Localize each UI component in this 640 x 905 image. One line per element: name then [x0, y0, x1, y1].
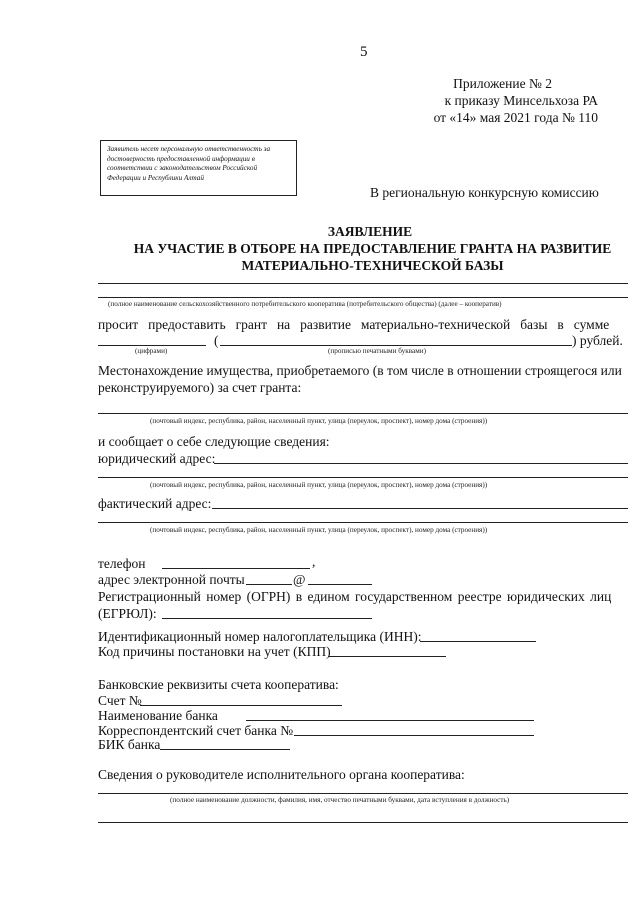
kpp-label: Код причины постановки на учет (КПП): [98, 644, 331, 659]
actual-address-field[interactable]: [212, 508, 628, 509]
bank-corr-field[interactable]: [294, 735, 534, 736]
legal-address-field[interactable]: [214, 463, 628, 464]
legal-address-field-2[interactable]: [98, 477, 628, 478]
director-field-2[interactable]: [98, 822, 628, 823]
location-line-2: реконструируемого) за счет гранта:: [98, 380, 302, 395]
bank-account-label: Счет №: [98, 693, 142, 708]
ogrn-line-1: Регистрационный номер (ОГРН) в едином государственном реестре юридических лиц: [98, 589, 612, 604]
bank-name-field[interactable]: [246, 720, 534, 721]
email-domain-field[interactable]: [308, 584, 372, 585]
email-at: @: [293, 572, 306, 587]
inn-label: Идентификационный номер налогоплательщика (ИНН):: [98, 629, 422, 644]
phone-field[interactable]: [162, 568, 310, 569]
bank-name-label: Наименование банка: [98, 708, 218, 723]
liability-notice-box: Заявитель несет персональную ответственность за достоверность предоставленной информации в соответствии с законодательством Российской Федерации и Республики Алтай: [100, 140, 297, 196]
legal-address-label: юридический адрес:: [98, 451, 216, 466]
caption-digits: (цифрами): [135, 347, 168, 355]
actual-address-label: фактический адрес:: [98, 496, 212, 511]
legal-address-caption: (почтовый индекс, республика, район, населенный пункт, улица (переулок, проспект), номер дома (строения)): [150, 481, 488, 489]
email-user-field[interactable]: [246, 584, 292, 585]
phone-comma: ,: [312, 554, 316, 569]
director-caption: (полное наименование должности, фамилия, имя, отчество печатными буквами, дата вступления в должность): [170, 796, 510, 804]
phone-label: телефон: [98, 556, 146, 571]
property-address-field[interactable]: [98, 413, 628, 414]
coop-name-line-1[interactable]: [98, 283, 628, 284]
coop-name-caption: (полное наименование сельскохозяйственного потребительского кооператива (потребительского общества) (далее – кооператив): [108, 300, 502, 308]
appendix-line-2: к приказу Минсельхоза РА: [444, 93, 598, 108]
coop-name-line-2[interactable]: [98, 297, 628, 298]
grant-request-text: просит предоставить грант на развитие материально-технической базы в сумме: [98, 317, 610, 332]
title-line-3: МАТЕРИАЛЬНО-ТЕХНИЧЕСКОЙ БАЗЫ: [241, 258, 504, 273]
director-label: Сведения о руководителе исполнительного органа кооператива:: [98, 767, 465, 782]
grant-open-paren: (: [214, 333, 219, 348]
ogrn-line-2: (ЕГРЮЛ):: [98, 606, 157, 621]
title-line-2: НА УЧАСТИЕ В ОТБОРЕ НА ПРЕДОСТАВЛЕНИЕ ГРАНТА НА РАЗВИТИЕ: [133, 241, 612, 256]
title-line-1: ЗАЯВЛЕНИЕ: [327, 224, 413, 239]
actual-address-caption: (почтовый индекс, республика, район, населенный пункт, улица (переулок, проспект), номер дома (строения)): [150, 526, 488, 534]
addressee: В региональную конкурсную комиссию: [370, 185, 599, 200]
email-label: адрес электронной почты: [98, 572, 245, 587]
grant-close-text: ) рублей.: [572, 333, 623, 348]
info-intro: и сообщает о себе следующие сведения:: [98, 434, 330, 449]
appendix-line-1: Приложение № 2: [453, 76, 552, 91]
bank-corr-label: Корреспондентский счет банка №: [98, 723, 294, 738]
page-number: 5: [360, 44, 368, 60]
bank-bik-label: БИК банка: [98, 737, 161, 752]
actual-address-field-2[interactable]: [98, 522, 628, 523]
grant-sum-words-field[interactable]: [220, 345, 572, 346]
grant-sum-digits-field[interactable]: [98, 345, 206, 346]
caption-words: (прописью печатными буквами): [328, 347, 426, 355]
inn-field[interactable]: [420, 641, 536, 642]
kpp-field[interactable]: [328, 656, 446, 657]
ogrn-field[interactable]: [162, 618, 372, 619]
bank-bik-field[interactable]: [160, 749, 290, 750]
property-address-caption: (почтовый индекс, республика, район, населенный пункт, улица (переулок, проспект), номер дома (строения)): [150, 417, 488, 425]
bank-title: Банковские реквизиты счета кооператива:: [98, 677, 339, 692]
bank-account-field[interactable]: [140, 705, 342, 706]
location-line-1: Местонахождение имущества, приобретаемого (в том числе в отношении строящегося или: [98, 363, 622, 378]
director-field[interactable]: [98, 793, 628, 794]
appendix-line-3: от «14» мая 2021 года № 110: [433, 110, 598, 125]
